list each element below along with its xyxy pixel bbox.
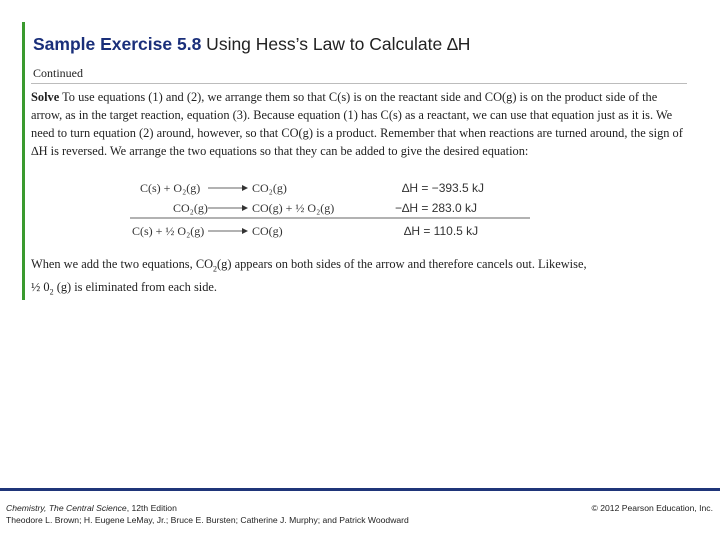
eq1-right: CO₂(g) <box>252 181 287 195</box>
eq1-dh: ∆H = −393.5 kJ <box>402 181 485 195</box>
footer-bar <box>0 488 720 491</box>
eq2-dh: −∆H = 283.0 kJ <box>395 201 478 215</box>
eq3-right: CO(g) <box>252 224 283 238</box>
page-title <box>33 34 470 55</box>
book-edition: , 12th Edition <box>126 503 177 513</box>
book-title: Chemistry, The Central Science <box>6 503 127 513</box>
eq2-right: CO(g) + ½ O₂(g) <box>252 201 335 215</box>
conclusion-text-3: ½ 0 <box>31 280 50 295</box>
conclusion-text-1: When we add the two equations, CO <box>31 257 214 271</box>
footer-book <box>6 503 177 513</box>
footer-copyright: © 2012 Pearson Education, Inc. <box>591 503 713 513</box>
solve-heading: Solve <box>31 90 60 104</box>
continued-label: Continued <box>33 66 83 80</box>
conclusion-text-4: (g) is eliminated from each side. <box>53 280 218 295</box>
exercise-title: Using Hess’s Law to Calculate ∆H <box>201 34 471 54</box>
solution-paragraph <box>31 88 691 160</box>
footer-authors: Theodore L. Brown; H. Eugene LeMay, Jr.; Bruce E. Bursten; Catherine J. Murphy; and Patrick Woodward <box>6 515 409 525</box>
exercise-label: Sample Exercise 5.8 <box>33 34 202 54</box>
conclusion-sub-1: 2 <box>213 264 218 274</box>
solution-text: To use equations (1) and (2), we arrange them so that C(s) is on the reactant side and CO(g) is on the product side of the arrow, as in the target reaction, equation (3). Because equation (1) has C(s) as a reactant, we can use that equation just as it is. We need to turn equation (2) around, however, so that CO(g) is a product. Remember that when reactions are turned around, the sign of ∆H is reversed. We arrange the two equations so that they can be added to give the desired equation: <box>31 90 683 158</box>
conclusion-sub-2: 2 <box>49 287 54 297</box>
accent-bar <box>22 22 25 300</box>
divider <box>31 83 687 84</box>
eq2-left: CO₂(g) <box>173 201 208 215</box>
eq3-left: C(s) + ½ O₂(g) <box>132 224 205 238</box>
conclusion-text-2: (g) appears on both sides of the arrow and therefore cancels out. Likewise, <box>217 257 587 271</box>
conclusion-paragraph <box>31 255 691 302</box>
eq1-left: C(s) + O₂(g) <box>140 181 201 195</box>
eq3-dh: ∆H = 110.5 kJ <box>404 224 479 238</box>
equation-block <box>130 180 530 242</box>
